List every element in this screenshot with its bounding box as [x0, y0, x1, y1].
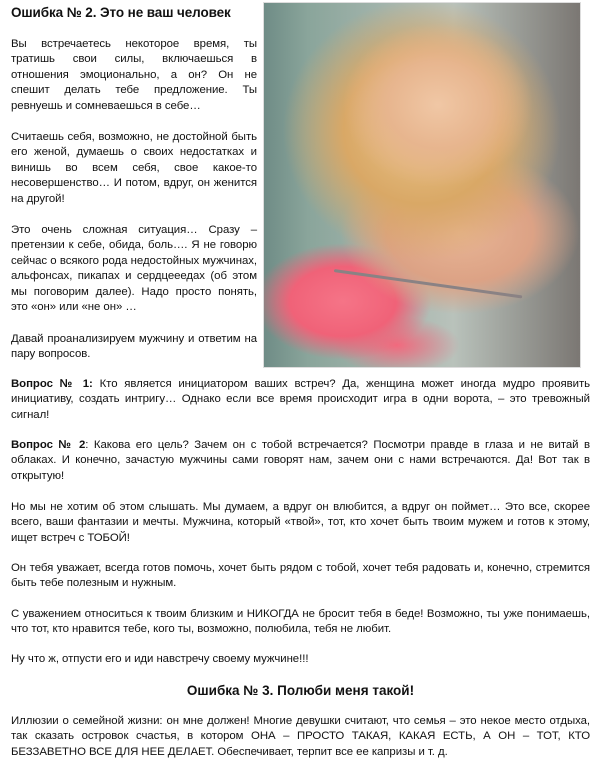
question-1-text: Кто является инициатором ваших встреч? Да, женщина может иногда мудро проявить инициативу, создать интригу… Однако если все время происходит игра в одни ворота, – это тревожный сигнал! [11, 378, 590, 421]
photo-strap-detail [333, 269, 521, 298]
woman-photo [263, 2, 581, 368]
section-3-title: Ошибка № 3. Полюби меня такой! [186, 683, 415, 698]
paragraph: Считаешь себя, возможно, не достойной быть его женой, думаешь о своих недостатках и винишь во всем себя, свое какое-то несовершенство… И потом, вдруг, он женится на другой! [11, 131, 257, 205]
paragraph: Давай проанализируем мужчину и ответим на пару вопросов. [11, 332, 257, 360]
question-2-paragraph [11, 438, 590, 484]
question-1-label: Вопрос № 1: [11, 378, 93, 390]
question-2-text: : Какова его цель? Зачем он с тобой встречается? Посмотри правде в глаза и не витай в облаках. И конечно, зачастую мужчины сами говорят нам, зачем они с нами встречаются. Да! Вот так в открытую! [11, 439, 590, 482]
question-2-label: Вопрос № 2 [11, 439, 86, 451]
question-1-paragraph [11, 377, 590, 423]
paragraph: Это очень сложная ситуация… Сразу – претензии к себе, обида, боль…. Я не говорю сейчас о всякого рода недостойных мужчинах, альфонсах, пикапах и сердцееедах (об этом мы поговорим далее). Надо просто понять, это «он» или «не он» … [11, 224, 257, 314]
paragraph: Он тебя уважает, всегда готов помочь, хочет быть рядом с тобой, хочет тебя радовать и, конечно, стремится быть тебе полезным и нужным. [11, 562, 590, 590]
left-column [11, 0, 257, 362]
paragraph: Ну что ж, отпусти его и иди навстречу своему мужчине!!! [11, 653, 309, 665]
paragraph: С уважением относиться к твоим близким и НИКОГДА не бросит тебя в беде! Возможно, ты уже понимаешь, что тот, кто нравится тебе, кого ты, возможно, полюбила, тебя не любит. [11, 608, 590, 636]
section-3-paragraph: Иллюзии о семейной жизни: он мне должен! Многие девушки считают, что семья – это некое место отдыха, так сказать островок счастья, в котором ОНА – ПРОСТО ТАКАЯ, КАКАЯ ЕСТЬ, А ОН – ТОТ, КТО БЕЗЗАВЕТНО ВСЕ ДЛЯ НЕЕ ДЕЛАЕТ. Обеспечивает, терпит все ее капризы и т. д. [11, 715, 590, 758]
paragraph: Вы встречаетесь некоторое время, ты тратишь свои силы, включаешься в отношения эмоционально, а он? Он не спешит делать тебе предложение. Ты ревнуешь и сомневаешься в себе… [11, 38, 257, 112]
paragraph: Но мы не хотим об этом слышать. Мы думаем, а вдруг он влюбится, а вдруг он поймет… Это все, скорее всего, ваши фантазии и мечты. Мужчина, который «твой», тот, кто хочет быть твоим мужем и готов к этому, ищет встреч с ТОБОЙ! [11, 501, 590, 544]
section-2-title: Ошибка № 2. Это не ваш человек [11, 5, 231, 20]
